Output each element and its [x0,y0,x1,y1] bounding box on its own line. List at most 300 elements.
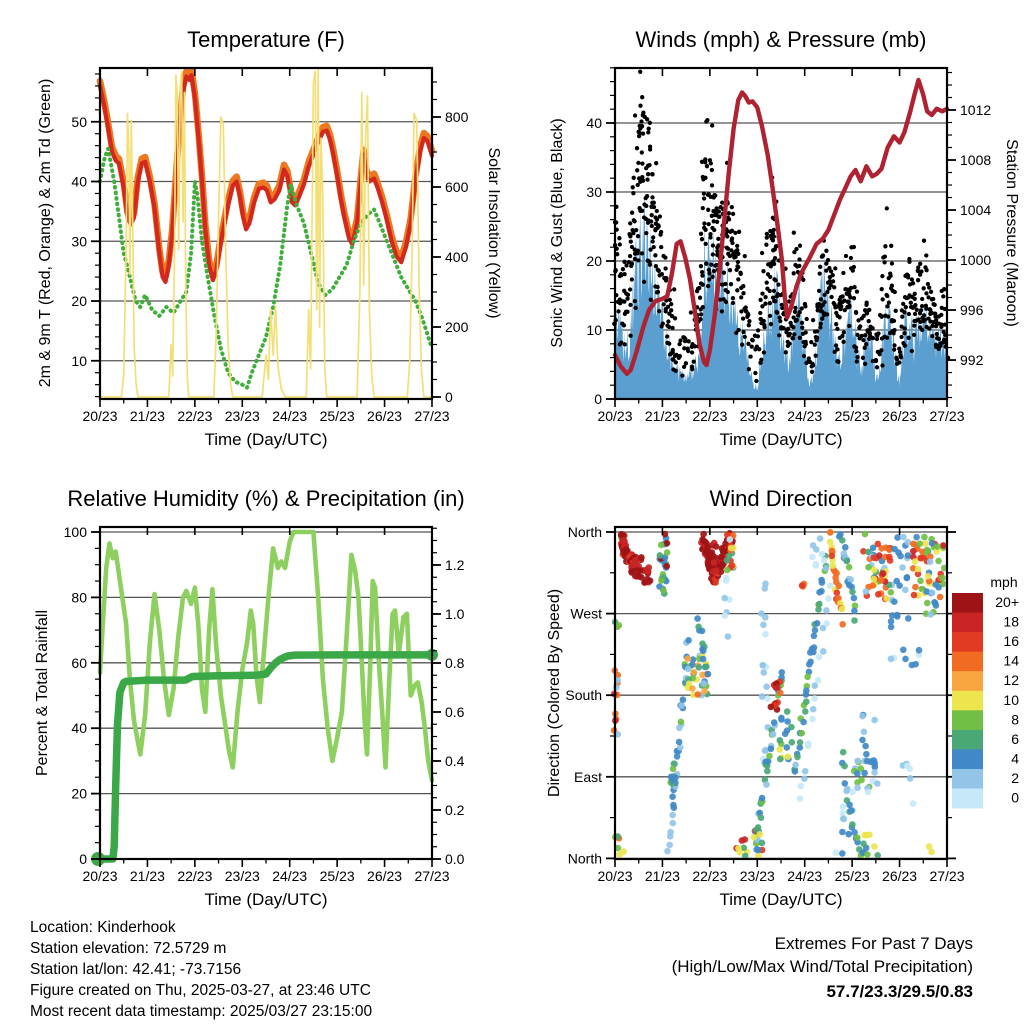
direction-dot [762,631,769,638]
gust-dot [723,282,727,286]
gust-dot [858,324,862,328]
gust-dot [809,340,813,344]
y-tick-label: 992 [960,352,984,369]
gust-dot [765,232,769,236]
gust-dot [902,331,906,335]
direction-dot [696,664,703,671]
y-tick-label: 10 [71,352,87,369]
direction-dot [664,549,671,556]
gust-dot [904,305,908,309]
y-tick-label: East [573,768,602,785]
gust-dot [641,111,645,115]
gust-dot [942,287,946,291]
gust-dot [741,316,745,320]
gust-dot [666,319,670,323]
gust-dot [819,297,823,301]
gust-dot [898,350,902,354]
gust-dot [641,179,645,183]
gust-dot [911,281,915,285]
y-tick-label: 80 [71,589,87,606]
gust-dot [924,291,928,295]
direction-dot [685,655,692,662]
direction-dot [874,780,881,787]
direction-dot [894,534,901,541]
gust-dot [769,322,773,326]
gust-dot [652,205,656,209]
x-tick-label: 22/23 [177,408,213,424]
gust-dot [771,295,775,299]
direction-dot [933,581,940,588]
gust-dot [641,131,645,135]
x-tick-label: 26/23 [367,408,403,424]
y-tick-label: 0.2 [445,801,465,818]
direction-dot [846,564,853,571]
direction-dot [886,554,893,561]
y-tick-label: 40 [71,173,87,190]
direction-dot [819,551,826,558]
direction-dot [871,576,878,583]
gust-dot [841,340,845,344]
gust-dot [736,265,740,269]
gust-dot [840,334,844,338]
colorbar-label: 2 [1011,770,1019,786]
gust-dot [760,291,764,295]
direction-dot [803,698,810,705]
y-tick-label: South [565,687,602,704]
gust-dot [640,161,644,165]
gust-dot [823,300,827,304]
gust-dot [788,321,792,325]
gust-dot [906,336,910,340]
gust-dot [913,303,917,307]
direction-dot [863,588,870,595]
direction-dot [729,562,736,569]
direction-dot [849,789,856,796]
gust-dot [658,214,662,218]
footer-elevation: Station elevation: 72.5729 m [30,940,227,957]
gust-dot [875,337,879,341]
wind-direction-xlabel: Time (Day/UTC) [719,890,843,909]
gust-dot [751,338,755,342]
gust-dot [867,319,871,323]
gust-dot [645,177,649,181]
gust-dot [743,254,747,258]
direction-dot [809,554,816,561]
y-tick-label: 30 [71,233,87,250]
gust-dot [726,290,730,294]
gust-dot [635,146,639,150]
gust-dot [735,248,739,252]
direction-dot [800,719,807,726]
direction-dot [777,756,784,763]
x-tick-label: 20/23 [597,408,633,424]
x-tick-label: 25/23 [319,868,355,884]
gust-dot [883,254,887,258]
gust-dot [821,253,825,257]
gust-dot [735,244,739,248]
x-tick-label: 20/23 [82,408,118,424]
gust-dot [649,298,653,302]
gust-dot [797,257,801,261]
gust-dot [922,239,926,243]
gust-dot [717,209,721,213]
y-tick-label: North [567,524,602,540]
gust-dot [912,323,916,327]
x-tick-label: 24/23 [272,868,308,884]
gust-dot [800,321,804,325]
gust-dot [855,355,859,359]
gust-dot [748,354,752,358]
direction-dot [839,829,846,836]
direction-dot [669,812,676,819]
direction-dot [718,554,725,561]
gust-dot [717,215,721,219]
gust-dot [892,347,896,351]
direction-dot [809,716,816,723]
gust-dot [851,266,855,270]
gust-dot [701,206,705,210]
gust-dot [639,119,643,123]
gust-dot [881,297,885,301]
direction-dot [940,542,947,549]
gust-dot [803,304,807,308]
gust-dot [736,328,740,332]
gust-dot [927,285,931,289]
direction-dot [691,669,698,676]
x-tick-label: 22/23 [692,868,728,884]
gust-dot [743,335,747,339]
gust-dot [831,273,835,277]
gust-dot [635,168,639,172]
direction-dot [871,554,878,561]
direction-dot [875,591,882,598]
gust-dot [852,245,856,249]
direction-dot [666,842,673,849]
direction-dot [891,598,898,605]
direction-dot [843,788,850,795]
gust-dot [716,237,720,241]
direction-dot [916,647,923,654]
direction-dot [871,567,878,574]
gust-dot [702,191,706,195]
gust-dot [736,252,740,256]
gust-dot [746,312,750,316]
gust-dot [720,309,724,313]
gust-dot [786,327,790,331]
direction-dot [843,558,850,565]
gust-dot [674,360,678,364]
footer-location: Location: Kinderhook [30,919,176,936]
gust-dot [863,333,867,337]
gust-dot [870,326,874,330]
gust-dot [622,299,626,303]
gust-dot [653,253,657,257]
gust-dot [790,336,794,340]
extremes-heading: Extremes For Past 7 Days [774,934,973,953]
gust-dot [847,324,851,328]
gust-dot [923,318,927,322]
gust-dot [920,328,924,332]
direction-dot [939,575,946,582]
y-tick-label: 1008 [960,152,992,169]
gust-dot [818,271,822,275]
y-tick-label: 60 [71,654,87,671]
gust-dot [852,296,856,300]
gust-dot [854,349,858,353]
direction-dot [937,594,944,601]
direction-dot [849,589,856,596]
direction-dot [862,531,869,538]
gust-dot [874,358,878,362]
direction-dot [669,777,676,784]
x-tick-label: 27/23 [414,868,450,884]
extremes-subheading: (High/Low/Max Wind/Total Precipitation) [671,957,973,976]
direction-dot [739,837,746,844]
gust-dot [892,319,896,323]
colorbar-cell [952,769,983,789]
gust-dot [655,285,659,289]
gust-dot [740,343,744,347]
colorbar-label: 18 [1003,613,1019,630]
direction-dot [670,766,677,773]
direction-dot [871,717,878,724]
winds-ylabel-right: Station Pressure (Maroon) [1003,139,1020,327]
gust-dot [628,334,632,338]
direction-dot [753,846,760,853]
direction-dot [912,558,919,565]
gust-dot [922,313,926,317]
direction-dot [727,536,734,543]
direction-dot [713,543,720,550]
direction-dot [841,763,848,770]
gust-dot [826,258,830,262]
gust-dot [763,295,767,299]
direction-dot [854,834,861,841]
gust-dot [930,334,934,338]
colorbar-label: 4 [1011,750,1019,767]
direction-dot [811,695,818,702]
gust-dot [861,338,865,342]
gust-dot [747,319,751,323]
gust-dot [835,347,839,351]
colorbar-cell [952,691,983,711]
gust-dot [903,326,907,330]
direction-dot [889,612,896,619]
direction-dot [700,680,707,687]
direction-dot [842,780,849,787]
gust-dot [677,356,681,360]
direction-dot [907,775,914,782]
gust-dot [867,308,871,312]
gust-dot [831,279,835,283]
direction-dot [801,775,808,782]
gust-dot [700,237,704,241]
gust-dot [673,316,677,320]
gust-dot [730,241,734,245]
direction-dot [842,544,849,551]
gust-dot [736,260,740,264]
gust-dot [710,183,714,187]
gust-dot [680,373,684,377]
gust-dot [787,342,791,346]
direction-dot [888,618,895,625]
direction-dot [768,746,775,753]
gust-dot [818,325,822,329]
gust-dot [819,322,823,326]
gust-dot [890,261,894,265]
x-tick-label: 25/23 [834,868,870,884]
y-tick-label: 0.4 [445,752,465,769]
direction-dot [839,850,846,857]
direction-dot [823,607,830,614]
direction-dot [657,552,664,559]
gust-dot [892,343,896,347]
gust-dot [633,299,637,303]
gust-dot [623,342,627,346]
direction-dot [902,587,909,594]
direction-dot [861,729,868,736]
gust-dot [636,251,640,255]
gust-dot [616,309,620,313]
direction-dot [703,663,710,670]
direction-dot [663,563,670,570]
direction-dot [797,783,804,790]
gust-dot [697,286,701,290]
gust-dot [689,310,693,314]
gust-dot [829,269,833,273]
gust-dot [650,201,654,205]
gust-dot [919,269,923,273]
gust-dot [835,359,839,363]
gust-dot [707,222,711,226]
temperature-ylabel-right: Solar Insolation (Yellow) [485,147,502,319]
gust-dot [916,317,920,321]
gust-dot [768,301,772,305]
direction-dot [851,608,858,615]
gust-dot [764,243,768,247]
colorbar-cell [952,789,983,809]
gust-dot [729,282,733,286]
direction-dot [851,617,858,624]
direction-dot [812,627,819,634]
direction-dot [824,620,831,627]
gust-dot [737,230,741,234]
wind-direction-ylabel-left: Direction (Colored By Speed) [546,588,563,798]
gust-dot [644,204,648,208]
gust-dot [663,266,667,270]
direction-dot [860,840,867,847]
direction-dot [865,564,872,571]
gust-dot [704,262,708,266]
gust-dot [841,271,845,275]
direction-dot [819,579,826,586]
gust-dot [678,338,682,342]
gust-dot [692,360,696,364]
gust-dot [910,349,914,353]
direction-dot [864,758,871,765]
direction-dot [934,543,941,550]
y-tick-label: 40 [586,115,602,131]
footer-timestamp: Most recent data timestamp: 2025/03/27 23:15:00 [30,1003,373,1020]
chart-humidity-precip [64,524,465,884]
gust-dot [810,370,814,374]
direction-dot [827,539,834,546]
direction-dot [891,546,898,553]
direction-dot [839,606,846,613]
direction-dot [694,615,701,622]
direction-dot [778,716,785,723]
gust-dot [804,340,808,344]
gust-dot [674,369,678,373]
gust-dot [630,211,634,215]
gust-dot [913,297,917,301]
gust-dot [747,367,751,371]
gust-dot [835,327,839,331]
direction-dot [865,789,872,796]
y-tick-label: 1000 [960,252,992,269]
y-tick-label: 20 [71,785,87,802]
y-tick-label: 0 [594,391,602,407]
gust-dot [791,325,795,329]
direction-dot [759,840,766,847]
gust-dot [887,301,891,305]
direction-dot [921,534,928,541]
gust-dot [627,232,631,236]
x-tick-label: 24/23 [272,408,308,424]
y-tick-label: 0.0 [445,851,465,867]
direction-dot [678,719,685,726]
x-tick-label: 21/23 [129,408,165,424]
y-tick-label: 0.6 [445,703,465,720]
gust-dot [725,234,729,238]
direction-dot [814,620,821,627]
gust-dot [871,336,875,340]
winds-title: Winds (mph) & Pressure (mb) [635,27,927,52]
gust-dot [768,275,772,279]
gust-dot [929,290,933,294]
gust-dot [628,254,632,258]
direction-dot [909,662,916,669]
direction-dot [792,762,799,769]
direction-dot [660,587,667,594]
gust-dot [756,328,760,332]
gust-dot [710,275,714,279]
gust-dot [741,284,745,288]
direction-dot [896,582,903,589]
direction-dot [825,595,832,602]
gust-dot [863,346,867,350]
direction-dot [638,554,645,561]
gust-dot [818,265,822,269]
gust-dot [772,228,776,232]
y-tick-label: 1.0 [445,605,465,622]
gust-dot [699,264,703,268]
direction-dot [676,739,683,746]
gust-dot [706,208,710,212]
gust-dot [855,359,859,363]
direction-dot [768,704,775,711]
gust-dot [847,303,851,307]
gust-dot [728,268,732,272]
direction-dot [905,615,912,622]
gust-dot [704,119,708,123]
gust-dot [876,331,880,335]
gust-dot [784,350,788,354]
gust-dot [667,342,671,346]
gust-dot [750,344,754,348]
y-tick-label: 20 [71,293,87,310]
gust-dot [867,337,871,341]
